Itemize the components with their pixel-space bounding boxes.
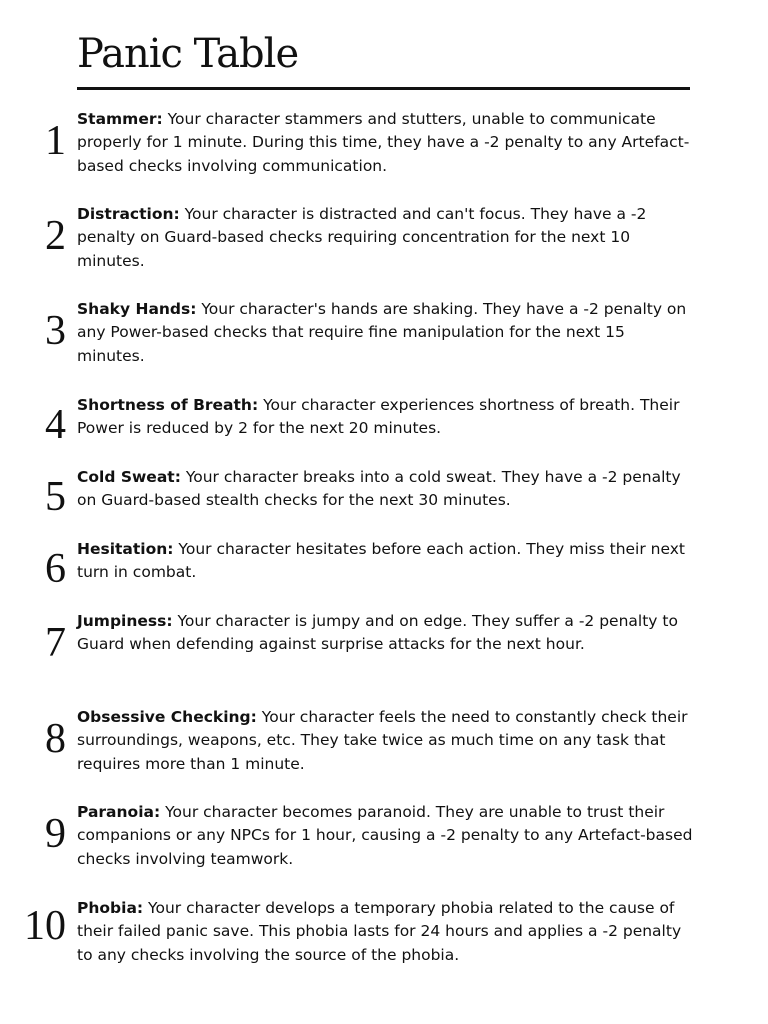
entry-description: Your character is distracted and can't focus. They have a -2 penalty on Guard-based checks requiring concentration for the next 10 minutes. [77, 205, 647, 270]
entry-number: 4 [45, 402, 66, 448]
entry-number: 7 [45, 620, 66, 666]
entry-number: 5 [45, 474, 66, 520]
entry-text [77, 610, 695, 657]
entry-name: Jumpiness: [77, 612, 173, 630]
entry-number: 9 [45, 811, 66, 857]
entry-description: Your character develops a temporary phobia related to the cause of their failed panic save. This phobia lasts for 24 hours and applies a -2 penalty to any checks involving the source of the phobia. [77, 899, 682, 964]
entry-text [77, 203, 695, 273]
entry-name: Phobia: [77, 899, 144, 917]
entry-name: Obsessive Checking: [77, 708, 257, 726]
entry-name: Shaky Hands: [77, 300, 197, 318]
entry-name: Shortness of Breath: [77, 396, 259, 414]
entry-number: 1 [45, 118, 66, 164]
entry-description: Your character becomes paranoid. They are unable to trust their companions or any NPCs for 1 hour, causing a -2 penalty to any Artefact-based checks involving teamwork. [77, 803, 693, 868]
entry-number: 8 [45, 716, 66, 762]
page-title: Panic Table [77, 31, 299, 77]
entry-text [77, 897, 695, 967]
entry-text [77, 298, 695, 368]
entry-description: Your character hesitates before each action. They miss their next turn in combat. [77, 540, 685, 582]
entry-description: Your character is jumpy and on edge. They suffer a -2 penalty to Guard when defending against surprise attacks for the next hour. [77, 612, 678, 654]
entry-text [77, 394, 695, 441]
entry-name: Paranoia: [77, 803, 161, 821]
entry-text [77, 706, 695, 776]
entry-description: Your character feels the need to constantly check their surroundings, weapons, etc. They take twice as much time on any task that requires more than 1 minute. [77, 708, 688, 773]
entry-description: Your character's hands are shaking. They have a -2 penalty on any Power-based checks that require fine manipulation for the next 15 minutes. [77, 300, 687, 365]
entry-name: Cold Sweat: [77, 468, 181, 486]
entry-number: 10 [24, 903, 66, 949]
entry-text [77, 466, 695, 513]
entry-number: 2 [45, 213, 66, 259]
entry-name: Distraction: [77, 205, 180, 223]
entry-number: 6 [45, 546, 66, 592]
entry-text [77, 801, 695, 871]
entry-number: 3 [45, 308, 66, 354]
entry-name: Hesitation: [77, 540, 174, 558]
entry-text [77, 538, 695, 585]
entry-description: Your character experiences shortness of breath. Their Power is reduced by 2 for the next 20 minutes. [77, 396, 680, 438]
entry-description: Your character breaks into a cold sweat. They have a -2 penalty on Guard-based stealth checks for the next 30 minutes. [77, 468, 681, 510]
entry-text [77, 108, 695, 178]
entry-description: Your character stammers and stutters, unable to communicate properly for 1 minute. During this time, they have a -2 penalty to any Artefact-based checks involving communication. [77, 110, 690, 175]
entry-name: Stammer: [77, 110, 163, 128]
